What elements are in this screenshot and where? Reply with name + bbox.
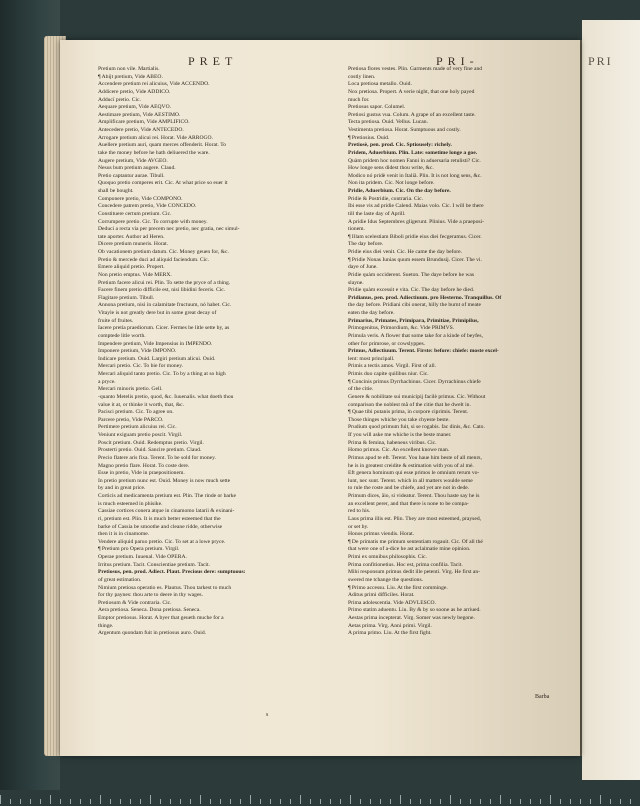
text-line: Precio flatere aris fixa. Terent. To be sold for money.: [98, 454, 216, 461]
text-line: Laus prima illis est. Plin. They are most esteemed, praysed,: [348, 515, 482, 522]
text-line: Cassiae cortices conera atque in cinamomo latarii & exinani-: [98, 508, 235, 515]
text-line: till the laste day of Aprill.: [348, 210, 406, 217]
text-line: Eft genera hominum qui esse primos le omnium rerum vo-: [348, 470, 480, 477]
text-line: In pretio pretium nunc est. Ouid. Money is now much sette: [98, 477, 231, 484]
text-line: Primis duo capite quilibus niur. Cic.: [348, 371, 429, 377]
text-line: Mercari pretio. Cic. To bie for money.: [98, 363, 184, 370]
text-line: Prima confitionetius. Hoc est, prima confilia. Tacit.: [348, 561, 463, 568]
text-line: Magno pretio flare. Horat. To coste dere.: [98, 462, 190, 469]
text-line: Pacisci pretium. Cic. To agree on.: [98, 409, 174, 416]
text-line: Pretio & mercede duci ad aliquid faciendum. Cic.: [98, 256, 210, 263]
text-line: comparison the noblest mã of the citie that he dwelt in.: [348, 401, 471, 408]
text-line: Accendere pretium rei alicuius, Vide ACCENDO.: [98, 81, 210, 88]
text-line: of great estimation.: [98, 576, 142, 583]
text-line: Veniunt exiguam pretio poscit. Virgil.: [98, 432, 183, 438]
text-line: ¶ Abijt pretium, Vide ABEO.: [98, 73, 163, 80]
text-line: then it is in cinamome.: [98, 531, 150, 538]
text-line: of the citie.: [348, 386, 374, 393]
text-line: ri, pretium est. Plin. It is much better esteemed that the: [98, 515, 221, 522]
text-line: ¶ Concinis primus Dyrrhachinus. Cicer. Dyrrachinus chiefe: [348, 378, 481, 385]
text-line: Pretiosum & Vide contraria. Cic.: [98, 599, 172, 606]
text-line: to rule the roste and be chiefe, and yet are not in dede.: [348, 485, 470, 492]
text-line: Nox pretiosa. Propert. A verie night, that one holy payed: [348, 88, 475, 95]
text-line: Dicere pretium muneris. Horat.: [98, 241, 169, 248]
text-line: Primis a tectis amos. Virgil. First of all.: [348, 363, 437, 370]
text-line: Primum dices, ãio, si videatur. Terent. Thou haste say he is: [348, 493, 480, 499]
text-line: Aestas prima incepterat. Virg. Somer was newly begone.: [348, 615, 475, 621]
text-line: Pretio captantur aurae. Tibull.: [98, 172, 165, 179]
text-line: Pridie eius diei venit. Cic. He came the day before.: [348, 249, 463, 255]
text-line: Aera pretiosa. Seneca. Dona pretiosa. Seneca.: [98, 607, 201, 614]
text-line: Poscit pretium. Ouid. Redemptus pretio. Virgil.: [98, 439, 204, 446]
right-text-column: [348, 66, 586, 638]
text-line: Emptor pretiosus. Horat. A byer that geueth muche for a: [98, 615, 224, 621]
text-line: Pridie quàm excessit e vita. Cic. The day before he died.: [348, 287, 475, 294]
facing-page: [582, 20, 640, 780]
text-line: Corrumpere pretio. Cic. To corrupte with money.: [98, 218, 208, 225]
text-line: Corticis ad medicamenta pretium est. Plin. The rinde or barke: [98, 493, 236, 499]
text-line: Nimium pretiosa operatio es. Plautus. Thou tarkest to much: [98, 584, 232, 591]
text-line: Mihi responsum primus dedit ille petenti. Virg. He first an-: [348, 569, 480, 576]
text-line: Indicare pretium. Ouid. Largiri pretium alicui. Ouid.: [98, 355, 216, 362]
text-line: eaten the day before.: [348, 310, 395, 316]
text-line: Primo statim aduentu. Liu. By & by so soone as he arriued.: [348, 607, 481, 614]
text-line: Modico nó pridè venit in Italiã. Plin. It is not long sens, &c.: [348, 172, 482, 179]
text-line: Arrogare pretium alicui rei. Horat. Vide ARROGO.: [98, 134, 213, 141]
text-line: Pretium facere alicui rei. Plin. To sette the pryce of a thing.: [98, 279, 231, 286]
text-line: for thy paynes: thou arte to deere in thy wages.: [98, 592, 204, 599]
facing-page-header: PRI: [588, 54, 613, 68]
text-line: Mercari minoris pretio. Gell.: [98, 386, 163, 393]
text-line: Prima & femina, habeneus viribus. Cic.: [348, 439, 437, 446]
signature-mark: s: [266, 712, 269, 718]
text-line: Prosterti pretio. Ouid. Sancire pretium. Claud.: [98, 447, 202, 454]
text-line: Operae pretium. Iuuenal. Vide OPERA.: [98, 554, 187, 560]
text-line: Tecta pretiosa. Ouid. Vellus. Lucan.: [348, 119, 428, 126]
text-line: Esse in pretio, Vide in praepositionem.: [98, 470, 185, 477]
text-line: Aetas prima. Virg. Anni primi. Virgil.: [348, 622, 432, 629]
text-line: If you will aske me whiche is the beste maner.: [348, 432, 452, 438]
text-line: Constituere certum pretium. Cic.: [98, 210, 172, 217]
text-line: Pretiosus sapor. Columel.: [348, 104, 406, 111]
text-line: Vendere aliquid paruo pretio. Cic. To set at a lowe pryce.: [98, 538, 226, 545]
text-line: Loca pretiosa metallo. Ouid.: [348, 81, 412, 88]
text-line: Emere aliquid pretio. Propert.: [98, 264, 165, 271]
text-line: barke of Cassia be smoothe and cleane ridde, otherwise: [98, 523, 223, 530]
text-line: Componere pretio, Vide COMPONO.: [98, 195, 183, 202]
text-line: comptede litle worth.: [98, 332, 146, 339]
text-line: Mercari aliquid tanto pretio. Cic. To by a thing at so high: [98, 371, 226, 377]
text-line: Pretiosus, pen. prod. Adiect. Plaut. Precious dere: sumptuous:: [98, 569, 246, 576]
text-line: Non ita pridem. Cic. Not longe before.: [348, 180, 435, 187]
text-line: Homo primus. Cic. An excellent knowe man.: [348, 447, 450, 454]
scan-ruler: [0, 790, 640, 806]
text-line: How longe sens didest thou write, &c.: [348, 165, 434, 172]
text-line: Non pretio emptus. Vide MERX.: [98, 271, 172, 278]
text-line: an excellent perer, and that there is none to be compa-: [348, 500, 469, 507]
text-line: Those thinges whiche you take chyeste beste.: [348, 416, 450, 423]
text-line: Pretium non vile. Martialis.: [98, 66, 160, 72]
text-line: Argentum quondam fuit in pretiosus auro. Ouid.: [98, 630, 207, 637]
text-line: is much esteemed in phisike.: [98, 500, 163, 507]
text-line: Honos primus viendis. Horat.: [348, 531, 415, 538]
text-line: Pridie & Postridie, contraria. Cic.: [348, 195, 424, 202]
text-line: ¶ Pretiosius. Ouid.: [348, 134, 390, 141]
text-line: Amplificare pretium, Vide AMPLIFICO.: [98, 119, 190, 126]
text-line: value it at, or thinke it worth, that, &c.: [98, 401, 185, 408]
text-line: Prima adolescentia. Vide ADVLESCO.: [348, 599, 436, 606]
running-header-right: PRI-: [436, 54, 479, 68]
text-line: lent: most principall.: [348, 355, 395, 362]
text-line: Vestimenta pretiosa. Horat. Sumptuous and costly.: [348, 127, 461, 133]
text-line: Pretiosè, pen. prod. Cic. Sptiousely: richely.: [348, 142, 452, 149]
text-line: ¶ Primo accessu. Liu. At the first comminge.: [348, 584, 448, 591]
text-line: Pridie, Aduerbium. Cic. On the day before.: [348, 188, 451, 194]
text-line: tionem.: [348, 226, 365, 233]
text-line: swered me tchange the questions.: [348, 576, 424, 583]
text-line: or set by.: [348, 523, 369, 530]
text-line: thinge.: [98, 622, 114, 629]
text-line: Primula veris. A flower that some take for a kinde of beyfes,: [348, 332, 483, 339]
text-line: Irritus pretium. Tacit. Conscientiae pretium. Tacit.: [98, 561, 210, 568]
text-line: Primus apud te eft. Terent. You haue him beste of all menrs,: [348, 454, 482, 461]
text-line: Aditus primi difficiles. Horat.: [348, 592, 415, 599]
text-line: Pridem, Aduerbium. Plin. Late: sometime longe a goe.: [348, 149, 478, 156]
text-line: fruite of fruites.: [98, 317, 134, 324]
text-line: Quàm pridem hoc nomen Fanni in aduersaria retulisti? Cic.: [348, 157, 481, 164]
text-line: Flagitare pretium. Tibull.: [98, 294, 155, 301]
text-line: a pryce.: [98, 378, 116, 385]
text-line: Antecedere pretio, Vide ANTECEDO.: [98, 127, 184, 133]
text-line: Ibi esse vis ad pridie Calend. Maias volo. Cic. I will be there: [348, 203, 484, 210]
text-line: Iacere pretia praediorum. Cicer. Fermes be litle sette by, as: [98, 325, 230, 332]
text-line: Primarius, Primates, Primipara, Primitiae, Primipilus,: [348, 317, 479, 324]
text-line: Pretiosa flores vestes. Plin. Garments made of very fine and: [348, 66, 483, 72]
text-line: Quoquo pretio comperes erit. Cic. At what price so euer it: [98, 180, 228, 187]
text-line: ¶ Quae tibi putanis prima, in corpore ciprimis. Terent.: [348, 409, 469, 416]
text-line: take the money before he hath deliuered the ware.: [98, 149, 210, 156]
text-line: ¶ Pretium pro Opera pretium. Virgil.: [98, 546, 180, 553]
text-line: Aequare pretium, Vide AEQVO.: [98, 104, 172, 111]
text-line: -quanto Metelis pretio, quod, &c. Iuuenalis. what doeth thou: [98, 393, 234, 400]
text-line: he is in greatest creidite & estimation with you of al mè.: [348, 462, 474, 469]
text-line: Addicere pretio, Vide ADDICO.: [98, 88, 171, 95]
text-line: Imponere pretium, Vide IMPONO.: [98, 348, 177, 355]
text-line: much for.: [348, 96, 370, 103]
text-line: A pridie Idus Septembres gligerunt. Plinius. Vide a praeposi-: [348, 218, 484, 225]
text-line: Annona pretium, nisi in calamitate fructuum, nó habet. Cic.: [98, 302, 232, 309]
text-line: Concedere patrem pretio, Vide CONCEDO.: [98, 203, 197, 210]
text-line: Impendere pretium, Vide Impensius in IMPENDO.: [98, 340, 213, 347]
text-line: Augere pretium, Vide AVGEO.: [98, 157, 168, 164]
text-line: Pridianus, pen. prod. Adiectiuum. pro Hesterno. Tranquillus. Of: [348, 294, 502, 301]
text-line: Facere finem pretio difficile est, nisi libidini feceris. Cic.: [98, 287, 226, 294]
text-line: other for primrose, or cowslyppes.: [348, 340, 426, 347]
text-line: The day before.: [348, 241, 384, 248]
text-line: Genere & nobilitate sui municipij facilè primus. Cic. Without: [348, 393, 486, 400]
left-text-column: [98, 66, 336, 638]
text-line: shall be bought.: [98, 188, 134, 194]
text-line: Aestimare pretium, Vide AESTIMO.: [98, 111, 181, 118]
text-line: Primogenitus, Primordium, &c. Vide PRIMVS.: [348, 325, 455, 332]
text-line: Deduci a recta via per precem nec pretio, nec gratia, nec simul-: [98, 226, 240, 233]
text-line: Prudium quod primum fuit, si se rogabis. fac dinis, &c. Cato.: [348, 424, 485, 431]
text-line: tate aporter. Author ad Heren.: [98, 233, 165, 240]
running-header-left: PRET: [188, 54, 238, 68]
text-line: Primus, Adiectiuum. Terent. Firste: before: chiefe: moste excel-: [348, 348, 499, 355]
text-line: Pridie quàm occiderent. Sueton. The daye before he was: [348, 271, 475, 278]
text-line: Pertimere pretium alicuius rei. Cic.: [98, 424, 177, 431]
text-line: ¶ De primatis me primum sententiam rogauit. Cic. Of all thé: [348, 538, 483, 545]
text-line: Primi ex omnibus philosophis. Cic.: [348, 554, 427, 560]
text-line: Pretiosi gustus vua. Colum. A grape of an excellent taste.: [348, 111, 476, 118]
text-line: by and in great price.: [98, 485, 146, 492]
text-line: the day before. Pridiani cibi onerat, hilly the burnt of meate: [348, 302, 481, 309]
text-line: daye of June.: [348, 264, 378, 271]
text-line: costly linen.: [348, 73, 376, 80]
text-line: ¶ Illam scelestiam Biboli pridie eius diei fecgeramus. Cicer.: [348, 233, 482, 240]
catchword: Barba: [535, 694, 550, 700]
text-line: Ob vacationem pretium datum. Cic. Money geuen for, &c.: [98, 249, 229, 255]
text-line: red to his.: [348, 508, 371, 515]
text-line: Parcere pretio, Vide PARCO.: [98, 416, 164, 423]
text-line: slayne.: [348, 279, 364, 286]
text-line: ¶ Pridie Nonas Iunias quum essem Brundusij. Cicer. The vi.: [348, 256, 482, 263]
text-line: Auellere pretium auri, quam merces offenderit. Horat. To: [98, 142, 227, 149]
text-line: Nesus bum pretium augere. Claud.: [98, 165, 176, 172]
text-line: A prima primo. Liu. At the first fight.: [348, 630, 432, 637]
text-line: lunt, nec sunt. Terent. which in all matters woulde seme: [348, 477, 473, 484]
text-line: Adducï pretio. Cic.: [98, 96, 141, 103]
text-line: that were one of a-dice he ast aclaimatie mine opinion.: [348, 546, 471, 553]
text-line: Vitayle is not greatly dere but in some great decay of: [98, 310, 217, 316]
